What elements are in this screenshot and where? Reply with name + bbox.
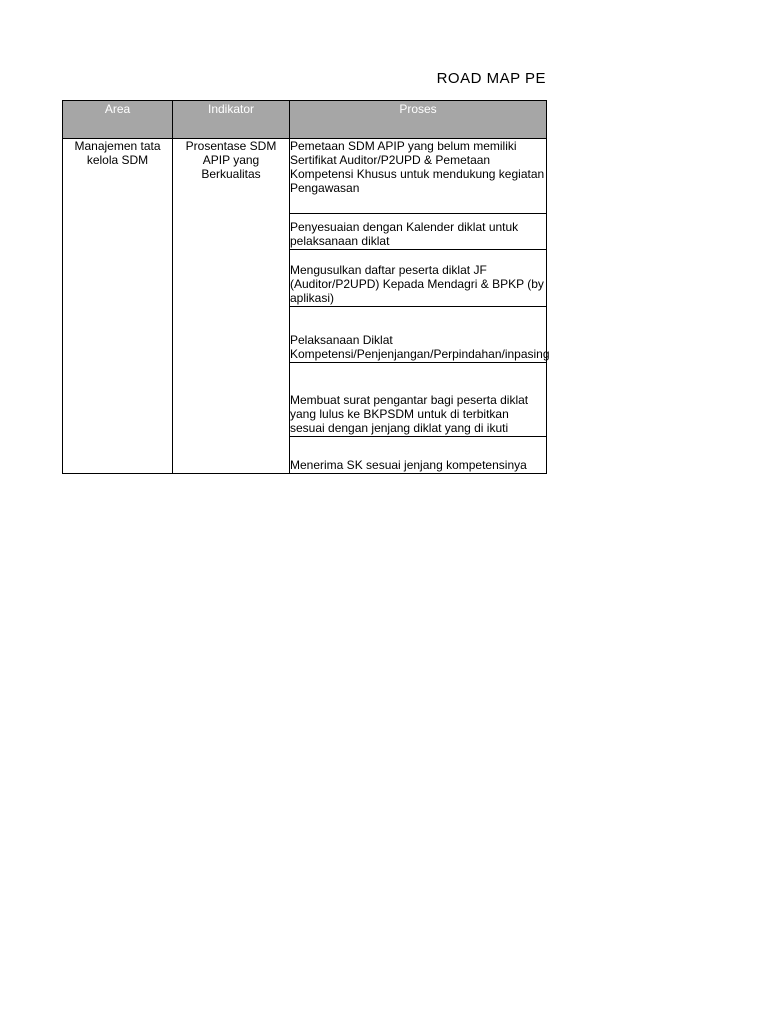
- proses-cell: Penyesuaian dengan Kalender diklat untuk pelaksanaan diklat: [290, 214, 547, 250]
- header-proses: Proses: [290, 101, 547, 139]
- proses-cell: Mengusulkan daftar peserta diklat JF (Auditor/P2UPD) Kepada Mendagri & BPKP (by aplikasi): [290, 250, 547, 307]
- page-title: ROAD MAP PE: [436, 70, 546, 87]
- header-area: Area: [63, 101, 173, 139]
- header-indikator: Indikator: [173, 101, 290, 139]
- roadmap-table: [62, 100, 550, 474]
- area-cell: Manajemen tata kelola SDM: [63, 139, 173, 474]
- proses-cell: Membuat surat pengantar bagi peserta diklat yang lulus ke BKPSDM untuk di terbitkan sesuai dengan jenjang diklat yang di ikuti: [290, 363, 547, 437]
- proses-cell: Pelaksanaan Diklat Kompetensi/Penjenjangan/Perpindahan/inpasing: [290, 307, 547, 363]
- proses-cell: Menerima SK sesuai jenjang kompetensinya: [290, 437, 547, 474]
- table-header-row: [63, 101, 547, 139]
- proses-cell: Pemetaan SDM APIP yang belum memiliki Sertifikat Auditor/P2UPD & Pemetaan Kompetensi Khusus untuk mendukung kegiatan Pengawasan: [290, 139, 547, 214]
- indikator-cell: Prosentase SDM APIP yang Berkualitas: [173, 139, 290, 474]
- table-row: [63, 139, 547, 214]
